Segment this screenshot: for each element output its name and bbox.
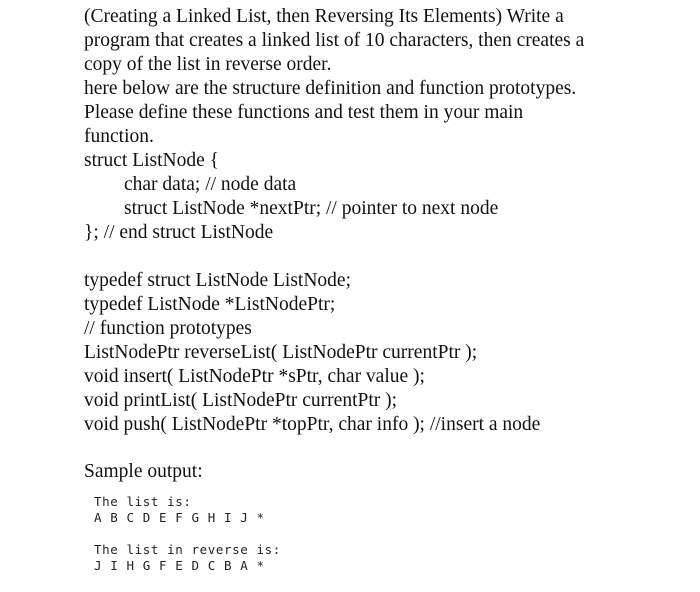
struct-open: struct ListNode { (84, 150, 220, 171)
problem-line-2: program that creates a linked list of 10 characters, then creates a (84, 30, 585, 51)
problem-line-4: here below are the structure definition and function prototypes. (84, 78, 577, 99)
prototype-push: void push( ListNodePtr *topPtr, char info ); //insert a node (84, 414, 541, 435)
output-list-values: A B C D E F G H I J * (94, 510, 265, 525)
prototypes-comment: // function prototypes (84, 318, 252, 339)
typedef-listnode: typedef struct ListNode ListNode; (84, 270, 351, 291)
output-list-label: The list is: (94, 494, 192, 509)
prototype-insert: void insert( ListNodePtr *sPtr, char value ); (84, 366, 425, 387)
output-reverse-values: J I H G F E D C B A * (94, 558, 265, 573)
problem-line-6: function. (84, 126, 154, 147)
struct-field-next: struct ListNode *nextPtr; // pointer to next node (124, 198, 499, 219)
typedef-listnodeptr: typedef ListNode *ListNodePtr; (84, 294, 336, 315)
output-reverse-label: The list in reverse is: (94, 542, 281, 557)
sample-output-heading: Sample output: (84, 461, 203, 482)
struct-close: }; // end struct ListNode (84, 222, 274, 243)
prototype-reverselist: ListNodePtr reverseList( ListNodePtr currentPtr ); (84, 342, 478, 363)
problem-line-3: copy of the list in reverse order. (84, 54, 332, 75)
prototype-printlist: void printList( ListNodePtr currentPtr ); (84, 390, 398, 411)
struct-field-data: char data; // node data (124, 174, 297, 195)
problem-line-1: (Creating a Linked List, then Reversing Its Elements) Write a (84, 6, 564, 27)
problem-line-5: Please define these functions and test them in your main (84, 102, 524, 123)
